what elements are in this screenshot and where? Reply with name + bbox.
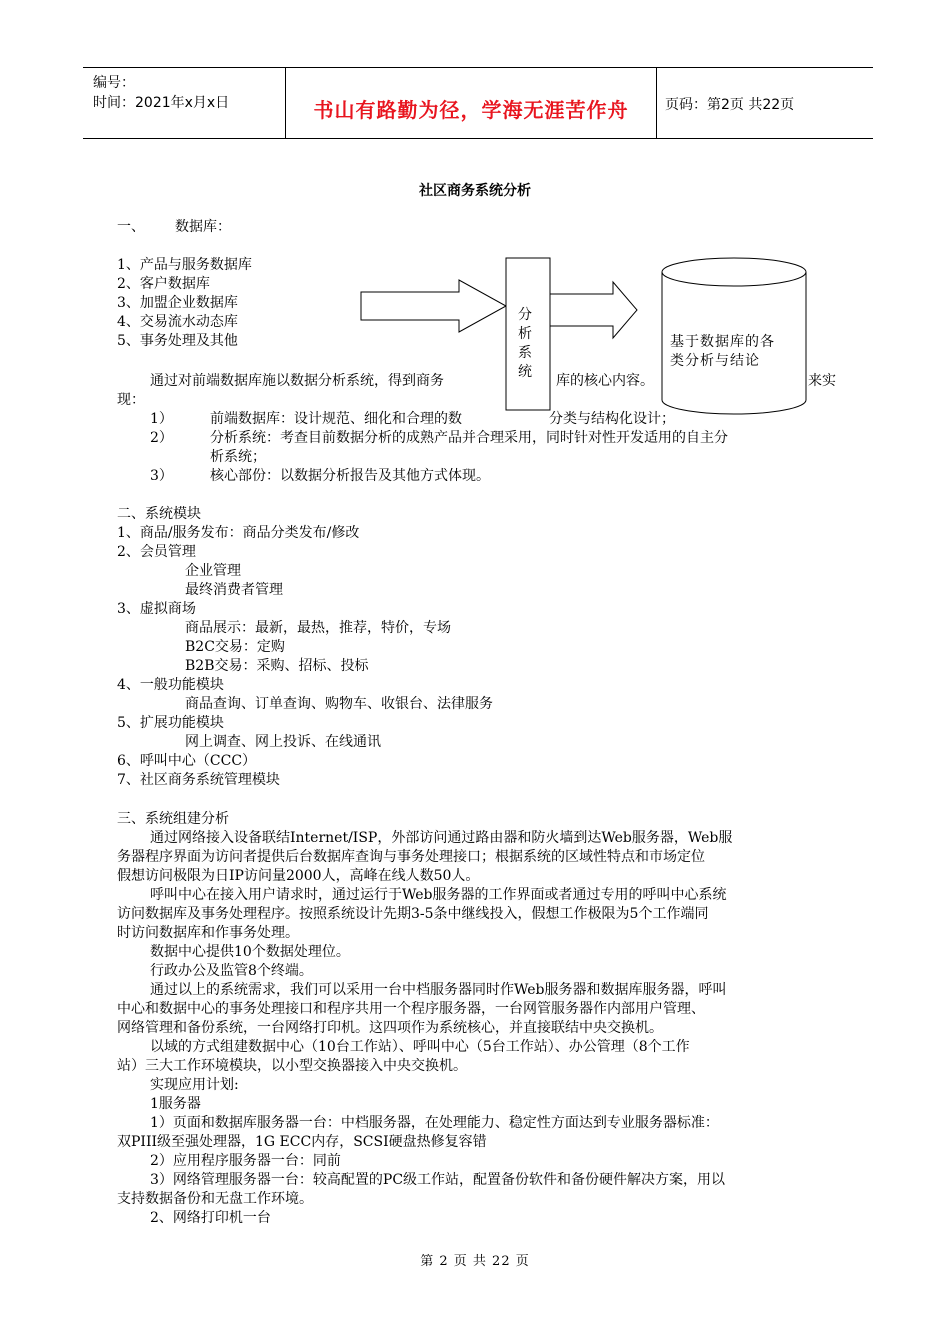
- paragraph-first-line: 通过网络接入设备联结Internet/ISP，外部访问通过路由器和防火墙到达Web服务器，Web服: [150, 830, 733, 846]
- intro-part-b: 库的核心内容。: [556, 373, 654, 389]
- section1-heading-num: 一、: [117, 219, 145, 235]
- database-list-item: 3、加盟企业数据库: [117, 295, 238, 311]
- cylinder-text-1: 基于数据库的各: [670, 334, 775, 350]
- box-char-2: 析: [518, 326, 532, 342]
- cylinder-text-2: 类分析与结论: [670, 353, 760, 369]
- sub3-text: 核心部份：以数据分析报告及其他方式体现。: [210, 468, 490, 484]
- box-char-1: 分: [518, 307, 532, 323]
- page-footer: 第 2 页 共 22 页: [420, 1254, 530, 1269]
- page-label: 页码：第2页 共22页: [665, 97, 795, 113]
- paragraph-first-line: 呼叫中心在接入用户请求时，通过运行于Web服务器的工作界面或者通过专用的呼叫中心系统: [150, 887, 727, 903]
- paragraph-line: 务器程序界面为访问者提供后台数据库查询与事务处理接口；根据系统的区域性特点和市场定位: [117, 849, 705, 865]
- database-list-item: 2、客户数据库: [117, 276, 210, 292]
- paragraph-first-line: 3）网络管理服务器一台：较高配置的PC级工作站，配置备份软件和备份硬件解决方案，用以: [150, 1172, 726, 1188]
- paragraph-first-line: 实现应用计划:: [150, 1077, 239, 1093]
- module-item: 2、会员管理: [117, 544, 196, 560]
- document-title: 社区商务系统分析: [419, 183, 531, 199]
- header-page-cell: [657, 68, 873, 138]
- database-list-item: 1、产品与服务数据库: [117, 257, 252, 273]
- paragraph-line: 访问数据库及事务处理程序。按照系统设计先期3-5条中继线投入，假想工作极限为5个工作端同: [117, 906, 709, 922]
- intro-part-a: 通过对前端数据库施以数据分析系统，得到商务: [150, 373, 444, 389]
- paragraph-first-line: 数据中心提供10个数据处理位。: [150, 944, 350, 960]
- paragraph-line: 中心和数据中心的事务处理接口和程序共用一个程序服务器，一台网管服务器作内部用户管理、: [117, 1001, 705, 1017]
- module-item: 6、呼叫中心（CCC）: [117, 753, 257, 769]
- paragraph-line: 支持数据备份和无盘工作环境。: [117, 1191, 313, 1207]
- module-item: 4、一般功能模块: [117, 677, 224, 693]
- paragraph-line: 假想访问极限为日IP访问量2000人，高峰在线人数50人。: [117, 868, 480, 884]
- section2-heading: 二、系统模块: [117, 506, 201, 522]
- module-sub-item: 商品查询、订单查询、购物车、收银台、法律服务: [185, 696, 493, 712]
- time-label: 时间：2021年x月x日: [93, 95, 230, 111]
- paragraph-line: 网络管理和备份系统，一台网络打印机。这四项作为系统核心，并直接联结中央交换机。: [117, 1020, 663, 1036]
- paragraph-first-line: 1服务器: [150, 1096, 201, 1112]
- paragraph-line: 双PIII级至强处理器，1G ECC内存，SCSI硬盘热修复容错: [117, 1134, 487, 1150]
- paragraph-first-line: 通过以上的系统需求，我们可以采用一台中档服务器同时作Web服务器和数据库服务器，呼叫: [150, 982, 727, 998]
- database-cylinder-top: [662, 258, 806, 286]
- module-item: 5、扩展功能模块: [117, 715, 224, 731]
- box-char-3: 系: [518, 345, 532, 361]
- sub2-num: 2）: [150, 430, 173, 446]
- paragraph-first-line: 1）页面和数据库服务器一台：中档服务器，在处理能力、稳定性方面达到专业服务器标准：: [150, 1115, 719, 1131]
- section1-heading: 数据库：: [175, 219, 231, 235]
- sub2-text: 分析系统：考查目前数据分析的成熟产品并合理采用，同时针对性开发适用的自主分: [210, 430, 728, 446]
- module-sub-item: 网上调查、网上投诉、在线通讯: [185, 734, 381, 750]
- box-char-4: 统: [518, 364, 532, 380]
- paragraph-first-line: 2）应用程序服务器一台：同前: [150, 1153, 341, 1169]
- number-label: 编号：: [93, 75, 135, 91]
- sub2-cont: 析系统；: [210, 449, 266, 465]
- sub1-text-b: 分类与结构化设计；: [549, 411, 675, 427]
- module-item: 3、虚拟商场: [117, 601, 196, 617]
- section3-heading: 三、系统组建分析: [117, 811, 229, 827]
- paragraph-first-line: 2、网络打印机一台: [150, 1210, 271, 1226]
- paragraph-line: 时访问数据库和作事务处理。: [117, 925, 299, 941]
- paragraph-line: 站）三大工作环境模块，以小型交换器接入中央交换机。: [117, 1058, 467, 1074]
- sub1-text-a: 前端数据库：设计规范、细化和合理的数: [210, 411, 462, 427]
- sub3-num: 3）: [150, 468, 173, 484]
- module-sub-item: 商品展示：最新，最热，推荐，特价，专场: [185, 620, 451, 636]
- sub1-num: 1）: [150, 411, 173, 427]
- intro-part-c: 来实: [808, 373, 836, 389]
- paragraph-first-line: 以域的方式组建数据中心（10台工作站）、呼叫中心（5台工作站）、办公管理（8个工作: [150, 1039, 690, 1055]
- arrow-left: [361, 280, 506, 332]
- database-list-item: 4、交易流水动态库: [117, 314, 238, 330]
- module-sub-item: 企业管理: [185, 563, 241, 579]
- intro-end: 现：: [117, 392, 145, 408]
- module-sub-item: B2C交易：定购: [185, 639, 285, 655]
- database-list-item: 5、事务处理及其他: [117, 333, 238, 349]
- header-info-cell: [83, 68, 286, 138]
- header-motto-cell: [286, 68, 657, 138]
- document-header: [83, 67, 873, 139]
- module-sub-item: B2B交易：采购、招标、投标: [185, 658, 369, 674]
- arrow-right: [550, 282, 637, 338]
- module-sub-item: 最终消费者管理: [185, 582, 283, 598]
- paragraph-first-line: 行政办公及监管8个终端。: [150, 963, 313, 979]
- module-item: 7、社区商务系统管理模块: [117, 772, 280, 788]
- module-item: 1、商品/服务发布：商品分类发布/修改: [117, 525, 360, 541]
- motto: 书山有路勤为径，学海无涯苦作舟: [313, 98, 629, 122]
